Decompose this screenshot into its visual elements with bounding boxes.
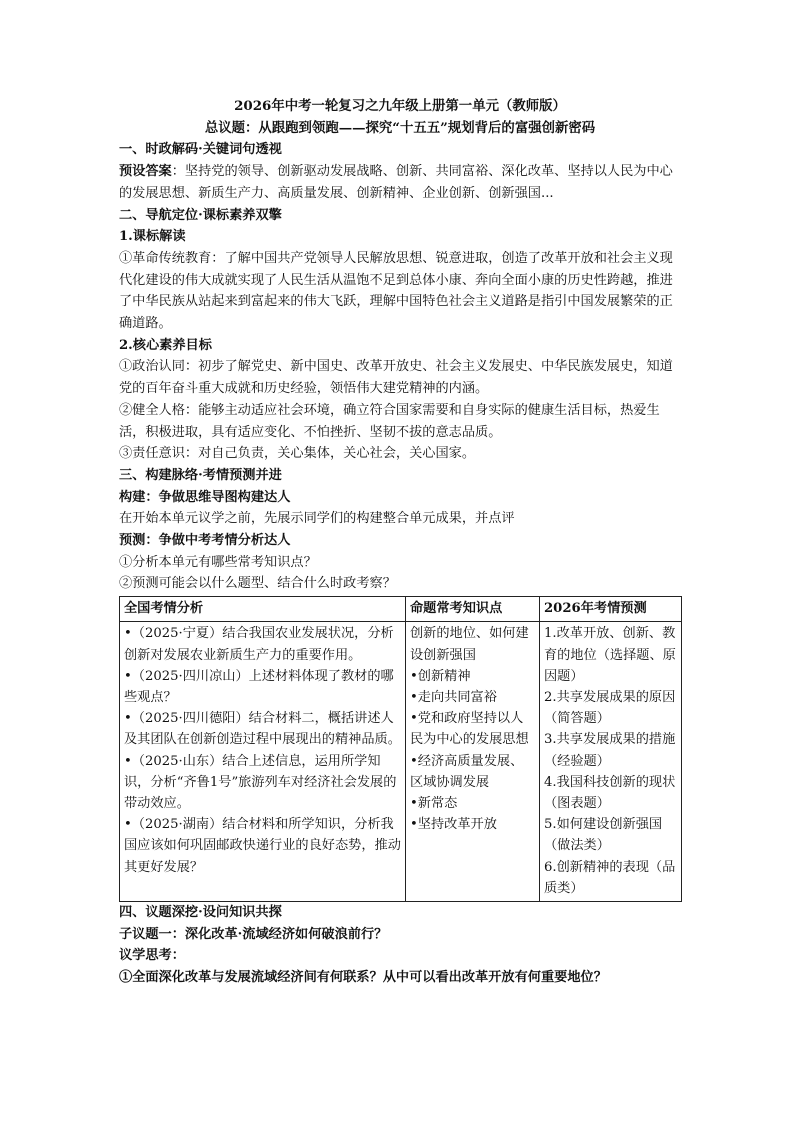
section-3-heading: 三、构建脉络·考情预测并进 xyxy=(119,467,282,483)
answer-text: ：坚持党的领导、创新驱动发展战略、创新、共同富裕、深化改革、坚持以人民为中心的发展思想、新质生产力、高质量发展、创新精神、企业创新、创新强国... xyxy=(119,164,673,201)
literacy-paragraph-3: ③责任意识：对自己负责，关心集体，关心社会，关心国家。 xyxy=(119,446,476,462)
list-item: 1.改革开放、创新、教育的地位（选择题、原因题） xyxy=(544,626,676,684)
list-item: •走向共同富裕 xyxy=(410,689,497,705)
predict-question-2: ②预测可能会以什么题型、结合什么时政考察？ xyxy=(119,576,396,592)
section-2-sub-2: 2.核心素养目标 xyxy=(119,337,212,353)
list-item: •（2025·宁夏）结合我国农业发展状况，分析创新对发展农业新质生产力的重要作用。 xyxy=(124,626,394,663)
list-item: 3.共享发展成果的措施（经验题） xyxy=(544,732,676,769)
predict-question-1: ①分析本单元有哪些常考知识点？ xyxy=(119,554,317,570)
document-title: 2026年中考一轮复习之九年级上册第一单元（教师版） xyxy=(234,98,566,114)
knowledge-points-cell xyxy=(406,622,540,902)
table-header-knowledge: 命题常考知识点 xyxy=(406,597,540,622)
list-item: •（2025·四川德阳）结合材料二，概括讲述人及其团队在创新创造过程中展现出的精神品质。 xyxy=(124,711,401,748)
section-2-heading: 二、导航定位·课标素养双擎 xyxy=(119,207,282,223)
document-subtitle: 总议题：从跟跑到领跑——探究“十五五”规划背后的富强创新密码 xyxy=(204,119,596,136)
discussion-question-1: ①全面深化改革与发展流域经济间有何联系？从中可以看出改革开放有何重要地位？ xyxy=(119,970,607,986)
list-item: 5.如何建设创新强国（做法类） xyxy=(544,817,663,854)
list-item: •（2025·湖南）结合材料和所学知识，分析我国应该如何巩固邮政快递行业的良好态势，推动其更好发展？ xyxy=(124,817,401,875)
table-row xyxy=(120,622,682,902)
national-analysis-cell xyxy=(120,622,406,902)
literacy-paragraph-2: ②健全人格：能够主动适应社会环境，确立符合国家需要和自身实际的健康生活目标，热爱生活，积极进取，具有适应变化、不怕挫折、坚韧不拔的意志品质。 xyxy=(119,402,660,440)
list-item: 2.共享发展成果的原因（简答题） xyxy=(544,689,676,727)
build-heading: 构建：争做思维导图构建达人 xyxy=(119,489,291,505)
table-header-row xyxy=(120,597,682,622)
table-header-national: 全国考情分析 xyxy=(120,597,406,622)
list-item: 4.我国科技创新的现状（图表题） xyxy=(544,774,676,811)
forecast-cell xyxy=(540,622,682,902)
document-page xyxy=(119,96,681,989)
list-item: •经济高质量发展、区域协调发展 xyxy=(410,753,524,790)
list-item: •新常态 xyxy=(410,796,458,811)
sub-topic-1: 子议题一：深化改革·流域经济如何破浪前行？ xyxy=(119,926,388,942)
section-1-heading: 一、时政解码·关键词句透视 xyxy=(119,142,282,158)
list-item: •党和政府坚持以人民为中心的发展思想 xyxy=(410,711,529,748)
answer-label: 预设答案 xyxy=(119,164,172,180)
list-item: 创新的地位、如何建设创新强国 xyxy=(410,626,529,663)
list-item: •坚持改革开放 xyxy=(410,817,497,833)
curriculum-paragraph: ①革命传统教育：了解中国共产党领导人民解放思想、锐意进取，创造了改革开放和社会主义现代化建设的伟大成就实现了人民生活从温饱不足到总体小康、奔向全面小康的历史性跨越，推进了中华民族从站起来到富起来的伟大飞跃，理解中国特色社会主义道路是指引中国发展繁荣的正确道路。 xyxy=(119,250,673,332)
list-item: •创新精神 xyxy=(410,668,471,684)
section-1-answer xyxy=(119,161,681,204)
literacy-paragraph-1: ①政治认同：初步了解党史、新中国史、改革开放史、社会主义发展史、中华民族发展史，知道党的百年奋斗重大成就和历史经验，领悟伟大建党精神的内涵。 xyxy=(119,359,673,397)
predict-heading: 预测：争做中考考情分析达人 xyxy=(119,533,291,549)
discussion-label: 议学思考： xyxy=(119,948,185,964)
list-item: 6.创新精神的表现（品质类） xyxy=(544,859,676,896)
section-2-sub-1: 1.课标解读 xyxy=(119,229,186,245)
list-item: •（2025·山东）结合上述信息，运用所学知识，分析“齐鲁1号”旅游列车对经济社会发展的带动效应。 xyxy=(124,753,397,811)
build-text: 在开始本单元议学之前，先展示同学们的构建整合单元成果，并点评 xyxy=(119,511,515,527)
table-header-forecast: 2026年考情预测 xyxy=(540,597,682,622)
exam-analysis-table xyxy=(119,596,682,902)
section-4-heading: 四、议题深挖·设问知识共探 xyxy=(119,905,282,921)
list-item: •（2025·四川凉山）上述材料体现了教材的哪些观点？ xyxy=(124,668,394,705)
